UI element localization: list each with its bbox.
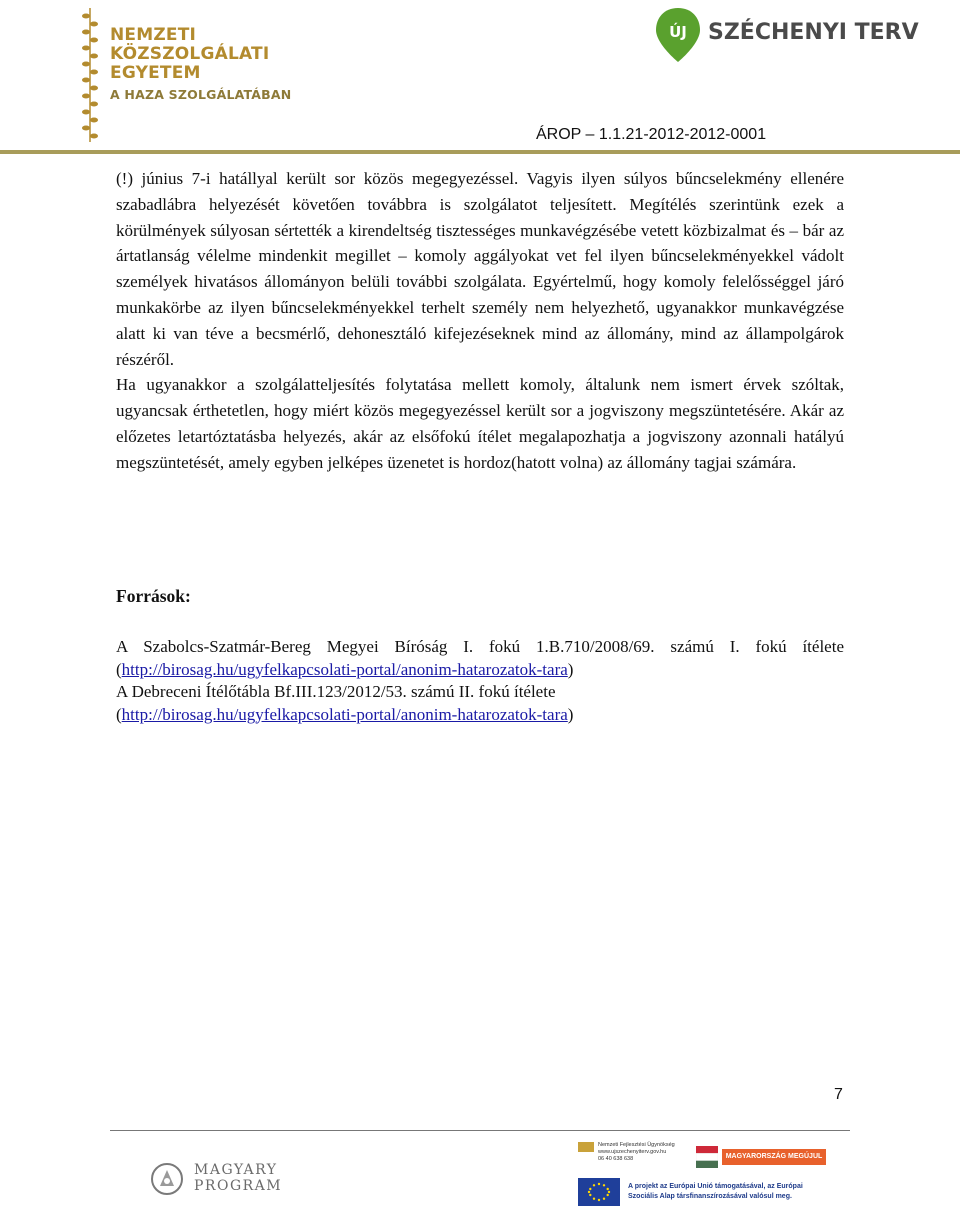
magyarorszag-megujul-label: MAGYARORSZÁG MEGÚJUL <box>722 1149 826 1165</box>
szechenyi-terv-logo <box>652 6 919 66</box>
magyary-line1: MAGYARY <box>194 1162 278 1178</box>
nfu-emblem-icon <box>578 1142 594 1152</box>
magyary-line2: PROGRAM <box>194 1178 283 1194</box>
source-close-paren: ) <box>567 704 574 724</box>
magyarorszag-megujul-badge <box>696 1146 826 1168</box>
nfu-line1: Nemzeti Fejlesztési Ügynökség <box>598 1142 675 1148</box>
nke-line4: A HAZA SZOLGÁLATÁBAN <box>110 87 292 102</box>
source-close-paren: ) <box>567 659 574 679</box>
source-link[interactable]: http://birosag.hu/ugyfelkapcsolati-portal/anonim-hatarozatok-tara <box>121 704 568 724</box>
source-text: A Szabolcs-Szatmár-Bereg Megyei Bíróság I. fokú 1.B.710/2008/69. számú I. fokú ítélete <box>116 637 844 656</box>
source-text: A Debreceni Ítélőtábla Bf.III.123/2012/53. számú II. fokú ítélete <box>116 682 556 701</box>
magyary-text <box>194 1162 282 1194</box>
page-number: 7 <box>834 1086 843 1103</box>
nfu-text <box>598 1142 675 1163</box>
map-pin-icon <box>652 6 704 64</box>
project-reference-code: ÁROP – 1.1.21-2012-2012-0001 <box>536 126 767 143</box>
header-divider <box>0 150 960 154</box>
eu-line1: A projekt az Európai Unió támogatásával, az Európai <box>628 1183 803 1190</box>
source-open-paren: ( <box>116 659 122 679</box>
source-item <box>116 681 844 726</box>
laurel-icon <box>80 6 100 144</box>
nke-line3: EGYETEM <box>110 63 201 83</box>
eu-line2: Szociális Alap társfinanszírozásával valósul meg. <box>628 1193 792 1200</box>
paragraph-1: (!) június 7-i hatállyal került sor közös megegyezéssel. Vagyis ilyen súlyos bűncselekmény ellenére szabadlábra helyezését követően továbbra is szolgálatot teljesített. Megítélés szerintünk ezek a körülmények súlyosan sértették a kirendeltség tisztességes munkavégzésébe vetett közbizalmat és – bár az ártatlanság vélelme mindenkit megillet – komoly aggályokat vet fel ilyen bűncselekményekkel vádolt személyek hivatásos állományon belüli további szolgálata. Egyértelmű, hogy komoly felelősséggel járó munkakörbe az ilyen bűncselekményekkel terhelt személy nem helyezhető, ugyanakkor munkavégzése alatt ki van téve a becsmérlő, dehonesztáló kifejezéseknek mind az állomány, mind az állampolgárok részéről. <box>116 169 844 369</box>
page-header <box>0 0 960 160</box>
footer-divider <box>110 1130 850 1131</box>
eu-flag-icon <box>578 1178 620 1206</box>
nke-logo-text <box>110 26 291 104</box>
sources-list <box>116 636 844 726</box>
hungarian-flag-icon <box>696 1146 718 1168</box>
nke-line1: NEMZETI <box>110 25 197 45</box>
magyary-program-logo <box>150 1160 290 1200</box>
sources-heading: Források: <box>116 586 191 606</box>
szechenyi-terv-title: SZÉCHENYI TERV <box>708 20 919 45</box>
magyary-emblem-icon <box>150 1162 184 1196</box>
source-link[interactable]: http://birosag.hu/ugyfelkapcsolati-portal/anonim-hatarozatok-tara <box>121 659 568 679</box>
eu-funding-text <box>628 1182 803 1202</box>
paragraph-2: Ha ugyanakkor a szolgálatteljesítés folytatása mellett komoly, általunk nem ismert érvek szóltak, ugyancsak érthetetlen, hogy miért közös megegyezéssel került sor a jogviszony megszüntetésére. Akár az előzetes letartóztatásba helyezés, akár az elsőfokú ítélet megalapozhatja a jogviszony azonnali hatályú megszüntetését, amely egyben jelképes üzenetet is hordoz(hatott volna) az állomány tagjai számára. <box>116 375 844 472</box>
nfu-line2: www.ujszechenyiterv.gov.hu <box>598 1149 667 1155</box>
pin-text: ÚJ <box>669 23 687 41</box>
eu-funding-block <box>578 1178 848 1210</box>
nfu-line3: 06 40 638 638 <box>598 1156 634 1162</box>
source-item <box>116 636 844 681</box>
main-content <box>116 166 844 476</box>
nke-logo <box>80 6 310 146</box>
source-open-paren: ( <box>116 704 122 724</box>
nke-line2: KÖZSZOLGÁLATI <box>110 44 270 64</box>
